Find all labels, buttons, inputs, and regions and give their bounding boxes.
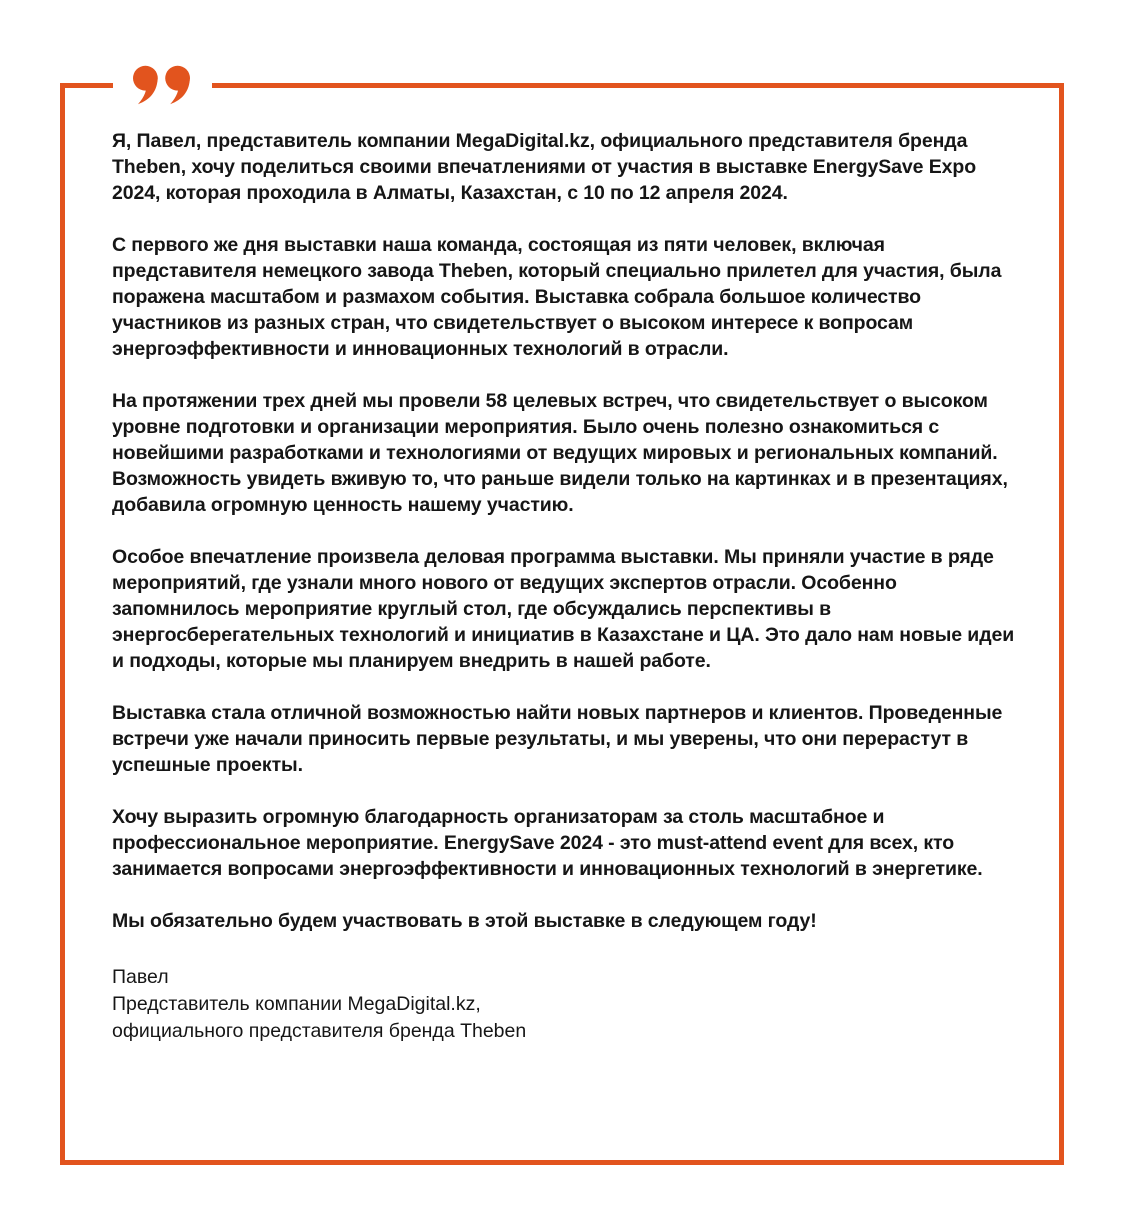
testimonial-paragraph: Я, Павел, представитель компании MegaDigital.kz, официального представителя бренда Theben, хочу поделиться своими впечатлениями от участия в выставке EnergySave Expo 2024, которая проходила в Алматы, Казахстан, с 10 по 12 апреля 2024. xyxy=(112,130,977,204)
signature-name: Павел xyxy=(112,966,169,988)
testimonial-body xyxy=(112,128,1020,1045)
testimonial-paragraph: Мы обязательно будем участвовать в этой выставке в следующем году! xyxy=(112,910,817,932)
signature-role-line: официального представителя бренда Theben xyxy=(112,1020,527,1042)
quotation-mark-icon xyxy=(133,65,190,105)
testimonial-paragraph: Особое впечатление произвела деловая программа выставки. Мы приняли участие в ряде мероприятий, где узнали много нового от ведущих экспертов отрасли. Особенно запомнилось мероприятие круглый стол, где обсуждались перспективы в энергосберегательных технологий и инициатив в Казахстане и ЦА. Это дало нам новые идеи и подходы, которые мы планируем внедрить в нашей работе. xyxy=(112,546,1015,672)
signature-block xyxy=(112,964,1020,1045)
testimonial-paragraph: На протяжении трех дней мы провели 58 целевых встреч, что свидетельствует о высоком уровне подготовки и организации мероприятия. Было очень полезно ознакомиться с новейшими разработками и технологиями от ведущих мировых и региональных компаний. Возможность увидеть вживую то, что раньше видели только на картинках и в презентациях, добавила огромную ценность нашему участию. xyxy=(112,390,1008,516)
testimonial-paragraph: Хочу выразить огромную благодарность организаторам за столь масштабное и профессиональное мероприятие. EnergySave 2024 - это must-attend event для всех, кто занимается вопросами энергоэффективности и инновационных технологий в энергетике. xyxy=(112,806,983,880)
testimonial-paragraph: Выставка стала отличной возможностью найти новых партнеров и клиентов. Проведенные встречи уже начали приносить первые результаты, и мы уверены, что они перерастут в успешные проекты. xyxy=(112,702,1003,776)
testimonial-paragraph: С первого же дня выставки наша команда, состоящая из пяти человек, включая представителя немецкого завода Theben, который специально прилетел для участия, была поражена масштабом и размахом события. Выставка собрала большое количество участников из разных стран, что свидетельствует о высоком интересе к вопросам энергоэффективности и инновационных технологий в отрасли. xyxy=(112,234,1002,360)
signature-role-line: Представитель компании MegaDigital.kz, xyxy=(112,993,481,1015)
